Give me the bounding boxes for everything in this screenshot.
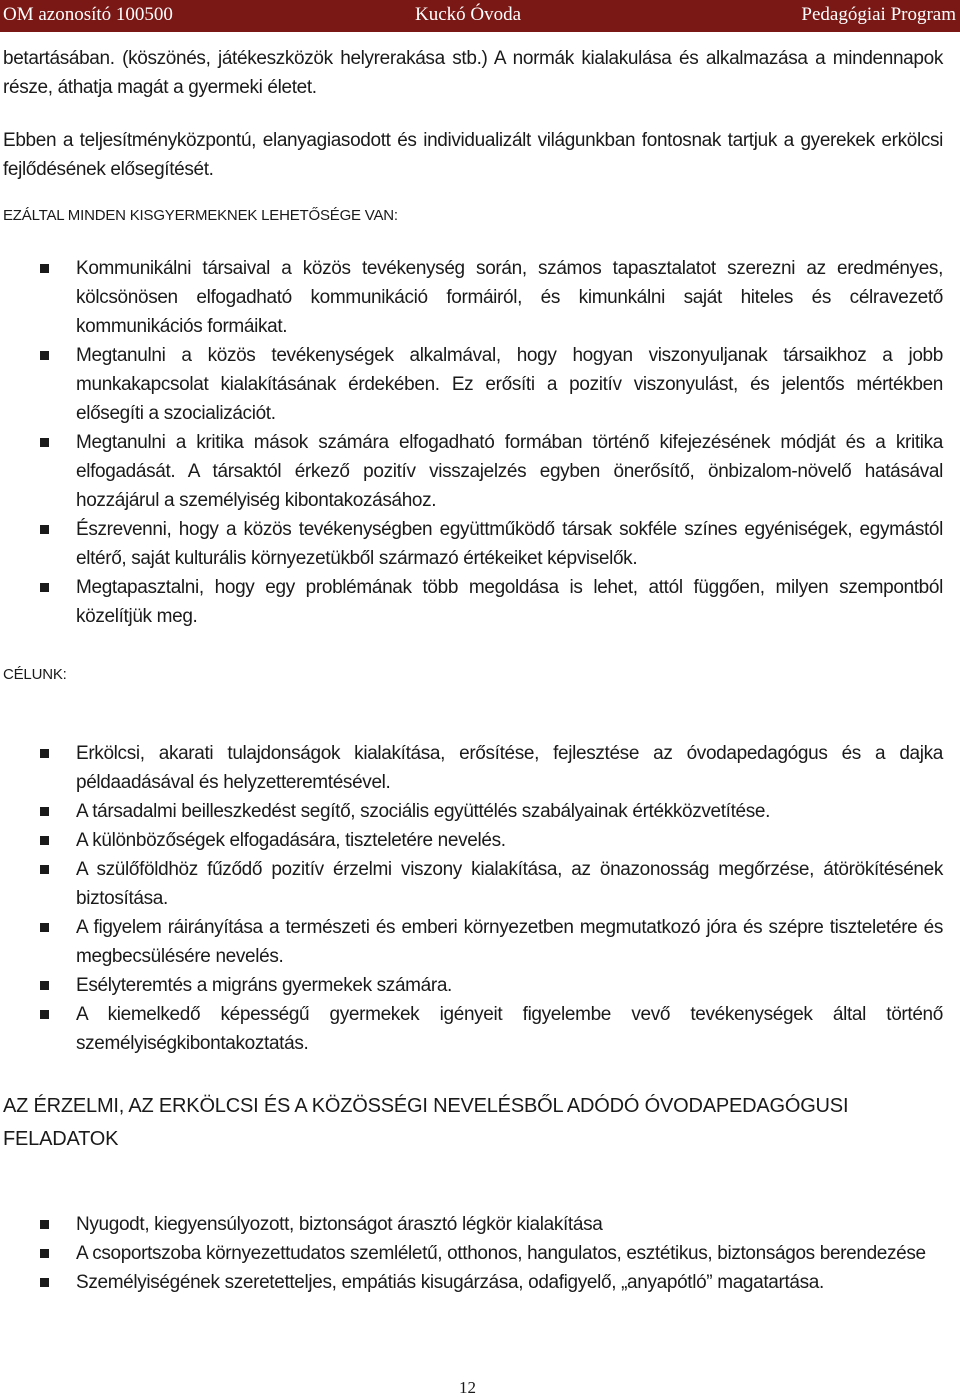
opportunities-list: [3, 254, 943, 631]
header-om-id: OM azonosító 100500: [3, 4, 173, 25]
list-item: Erkölcsi, akarati tulajdonságok kialakítása, erősítése, fejlesztése az óvodapedagógus és a dajka példaadásával és helyzetteremtésével.: [3, 739, 943, 797]
list-item: A figyelem ráirányítása a természeti és emberi környezetben megmutatkozó jóra és szépre tiszteletére és megbecsülésére nevelés.: [3, 913, 943, 971]
section-heading-tasks: AZ ÉRZELMI, AZ ERKÖLCSI ÉS A KÖZÖSSÉGI NEVELÉSBŐL ADÓDÓ ÓVODAPEDAGÓGUSI FELADATOK: [3, 1095, 849, 1150]
list-item: Megtapasztalni, hogy egy problémának több megoldása is lehet, attól függően, milyen szempontból közelítjük meg.: [3, 573, 943, 631]
list-item: Esélyteremtés a migráns gyermekek számára.: [3, 971, 943, 1000]
header-document-title: Pedagógiai Program: [801, 4, 956, 25]
list-item: A különbözőségek elfogadására, tiszteletére nevelés.: [3, 826, 943, 855]
list-item: Észrevenni, hogy a közös tevékenységben együttműködő társak sokféle színes egyéniségek, egymástól eltérő, saját kulturális környezetükből származó értékeiket képviselők.: [3, 515, 943, 573]
section-heading-opportunities: EZÁLTAL MINDEN KISGYERMEKNEK LEHETŐSÉGE VAN:: [3, 207, 398, 224]
goals-list: [3, 739, 943, 1058]
header-institution: Kuckó Óvoda: [415, 4, 522, 25]
document-body: [3, 44, 943, 1297]
list-item: Megtanulni a kritika mások számára elfogadható formában történő kifejezésének módját és a kritika elfogadását. A társaktól érkező pozitív visszajelzés egyben önerősítő, önbizalom-növelő hatásával hozzájárul a személyiség kibontakozásához.: [3, 428, 943, 515]
list-item: A szülőföldhöz fűződő pozitív érzelmi viszony kialakítása, az önazonosság megőrzése, átörökítésének biztosítása.: [3, 855, 943, 913]
list-item: Személyiségének szeretetteljes, empátiás kisugárzása, odafigyelő, „anyapótló” magatartása.: [3, 1268, 943, 1297]
list-item: Kommunikálni társaival a közös tevékenység során, számos tapasztalatot szerezni az eredményes, kölcsönösen elfogadható kommunikáció formáiról, és kimunkálni saját hiteles és célravezető kommunikációs formáikat.: [3, 254, 943, 341]
list-item: A csoportszoba környezettudatos szemléletű, otthonos, hangulatos, esztétikus, biztonságos berendezése: [3, 1239, 943, 1268]
intro-paragraph: betartásában. (köszönés, játékeszközök helyrerakása stb.) A normák kialakulása és alkalmazása a mindennapok része, áthatja magát a gyermeki életet.: [3, 48, 943, 98]
list-item: Megtanulni a közös tevékenységek alkalmával, hogy hogyan viszonyuljanak társaikhoz a jobb munkakapcsolat kialakításának érdekében. Ez erősíti a pozitív viszonyulást, és jelentős mértékben elősegíti a szocializációt.: [3, 341, 943, 428]
tasks-list: [3, 1210, 943, 1297]
section-heading-goals: CÉLUNK:: [3, 666, 67, 683]
page-header: [0, 0, 960, 32]
list-item: A társadalmi beilleszkedést segítő, szociális együttélés szabályainak értékközvetítése.: [3, 797, 943, 826]
intro-paragraph: Ebben a teljesítményközpontú, elanyagiasodott és individualizált világunkban fontosnak tartjuk a gyerekek erkölcsi fejlődésének elősegítését.: [3, 130, 943, 180]
page-number: 12: [459, 1378, 476, 1397]
list-item: Nyugodt, kiegyensúlyozott, biztonságot árasztó légkör kialakítása: [3, 1210, 943, 1239]
list-item: A kiemelkedő képességű gyermekek igényeit figyelembe vevő tevékenységek által történő személyiségkibontakoztatás.: [3, 1000, 943, 1058]
